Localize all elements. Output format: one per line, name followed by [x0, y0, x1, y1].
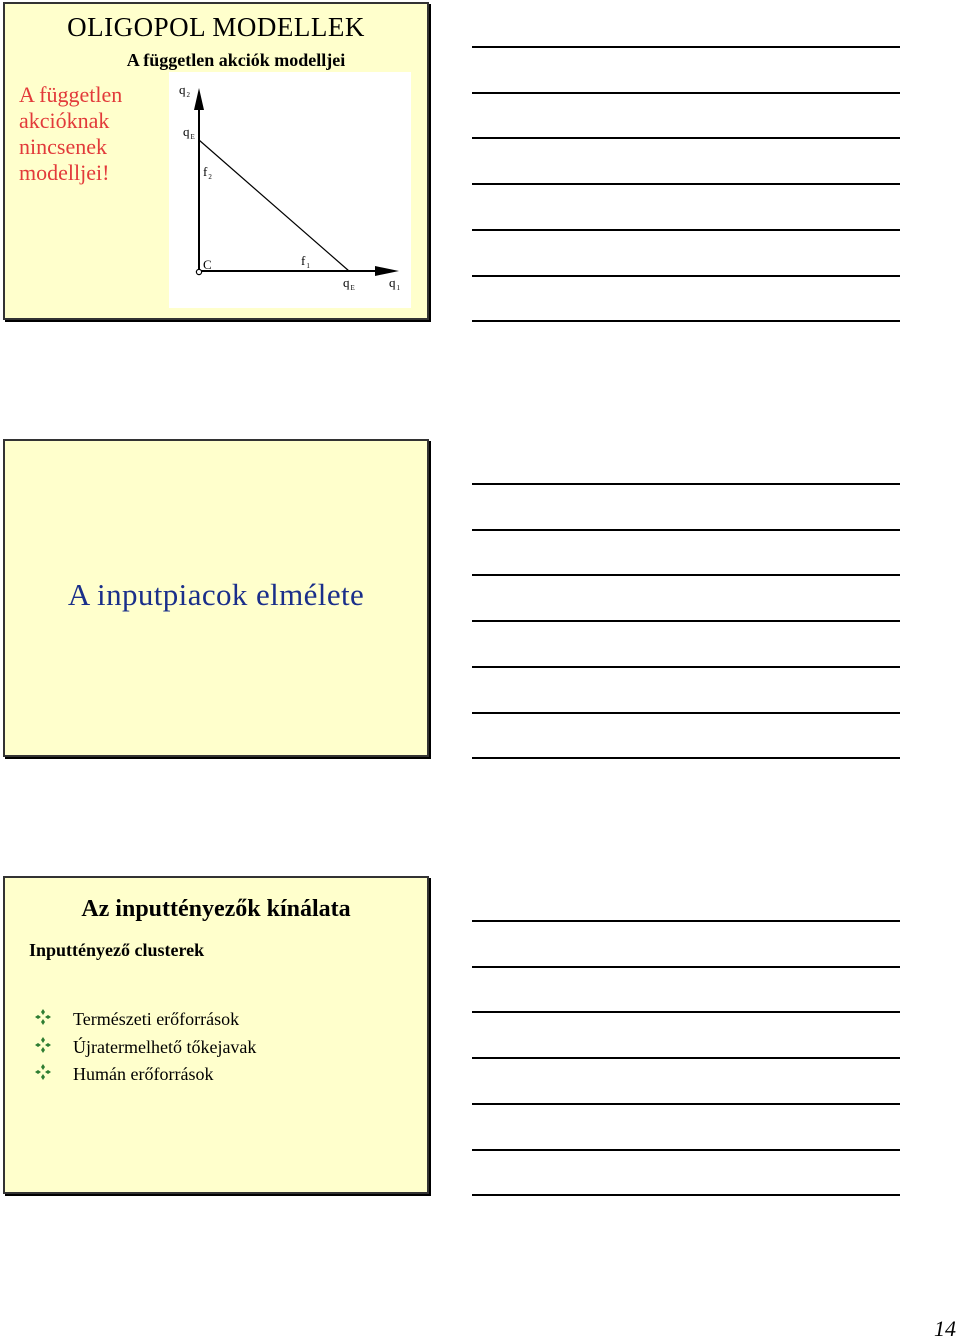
- origin-label: C: [203, 257, 212, 272]
- diamond-bullet-icon: [35, 1009, 73, 1030]
- slide-title: Az inputtényezők kínálata: [81, 896, 351, 922]
- reaction-function-diagram: [169, 72, 411, 308]
- note-line: [472, 137, 900, 139]
- f2-label: $f_2$: [203, 164, 212, 181]
- note-line: [472, 183, 900, 185]
- note-line: [472, 92, 900, 94]
- slide-subtitle: Inputtényező clusterek: [29, 940, 205, 960]
- bullet-list: [35, 1006, 256, 1089]
- note-line: [472, 1011, 900, 1013]
- note-line: [472, 275, 900, 277]
- slide-subtitle: A független akciók modelljei: [126, 50, 346, 70]
- note-line: [472, 712, 900, 714]
- note-line: [472, 1194, 900, 1196]
- highlight-note: A független akcióknak nincsenek modelljei!: [19, 82, 123, 185]
- note-line: [472, 1149, 900, 1151]
- x-axis-label: $q_1$: [389, 275, 400, 292]
- note-line: [472, 320, 900, 322]
- f1-label: $f_1$: [301, 253, 310, 270]
- y-axis-label: $q_2$: [179, 82, 190, 99]
- note-line: [472, 666, 900, 668]
- list-item-label: Újratermelhető tőkejavak: [73, 1036, 257, 1057]
- list-item-label: Természeti erőforrások: [73, 1009, 240, 1030]
- note-line: [472, 1103, 900, 1105]
- note-line: [472, 1057, 900, 1059]
- reaction-line: [199, 140, 349, 271]
- note-line: [472, 574, 900, 576]
- slide-title: A inputpiacok elmélete: [67, 577, 365, 612]
- list-item: [35, 1006, 256, 1034]
- qE-y-label: $q_E$: [183, 124, 195, 141]
- diagram-svg: [169, 72, 411, 308]
- note-line: [472, 229, 900, 231]
- note-line: [472, 483, 900, 485]
- slide-inputpiacok: [3, 439, 429, 757]
- y-axis-arrow-icon: [194, 88, 204, 110]
- note-line: [472, 920, 900, 922]
- note-line: [472, 966, 900, 968]
- list-item: [35, 1034, 256, 1062]
- page-number: 14: [934, 1316, 956, 1341]
- list-item: [35, 1061, 256, 1089]
- note-line: [472, 620, 900, 622]
- origin-point: [196, 269, 201, 274]
- diamond-bullet-icon: [35, 1064, 73, 1085]
- note-line: [472, 757, 900, 759]
- diamond-bullet-icon: [35, 1037, 73, 1058]
- slide-inputtenyezok: [3, 876, 429, 1194]
- note-line: [472, 46, 900, 48]
- note-line: [472, 529, 900, 531]
- qE-x-label: $q_E$: [343, 275, 355, 292]
- list-item-label: Humán erőforrások: [73, 1064, 214, 1085]
- slide-oligopol-modellek: [3, 2, 429, 320]
- slide-title: OLIGOPOL MODELLEK: [67, 12, 365, 42]
